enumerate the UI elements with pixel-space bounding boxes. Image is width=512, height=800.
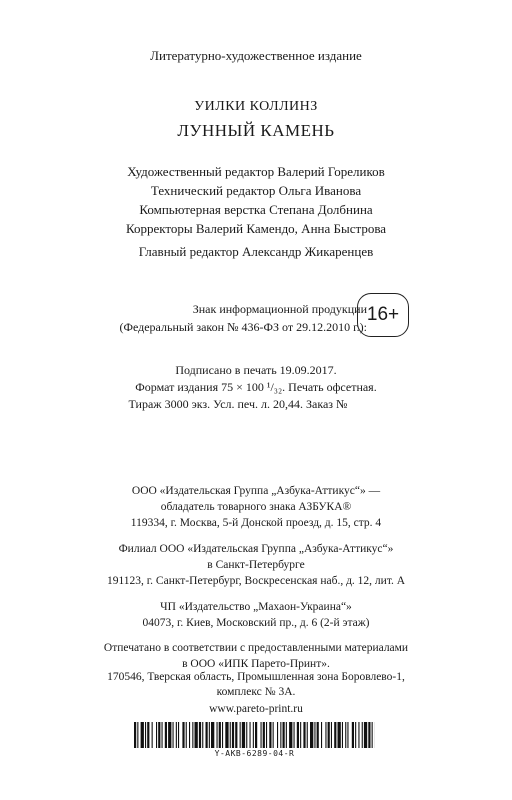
- barcode-bar: [253, 722, 254, 748]
- barcode-bar: [235, 722, 237, 748]
- barcode-bar: [232, 722, 234, 748]
- barcode-bar: [273, 722, 274, 748]
- barcode-bar: [158, 722, 160, 748]
- barcode-bar: [250, 722, 251, 748]
- age-sign-line2: (Федеральный закон № 436-ФЗ от 29.12.2010 г.):: [119, 320, 367, 334]
- author-name: УИЛКИ КОЛЛИНЗ: [194, 99, 318, 114]
- barcode-bar: [283, 722, 285, 748]
- barcode-bar: [321, 722, 322, 748]
- barcode-bar: [358, 722, 359, 748]
- barcode-bar: [280, 722, 281, 748]
- barcode-bar: [162, 722, 163, 748]
- edition-type: Литературно-художественное издание: [150, 48, 362, 63]
- barcode-bar: [300, 722, 301, 748]
- barcode-bar: [152, 722, 153, 748]
- barcode-bar: [286, 722, 287, 748]
- barcode-bar: [266, 722, 267, 748]
- barcode-bar: [199, 722, 201, 748]
- barcode-bar: [240, 722, 241, 748]
- barcode-bar: [325, 722, 326, 748]
- barcode-bar: [178, 722, 179, 748]
- barcode-bar: [269, 722, 271, 748]
- barcode-bar: [141, 722, 144, 748]
- age-rating-badge: 16+: [357, 293, 409, 337]
- barcode-bar: [173, 722, 174, 748]
- barcode-bar: [314, 722, 315, 748]
- publisher-spb-3: 191123, г. Санкт-Петербург, Воскресенская наб., д. 12, лит. А: [106, 575, 406, 587]
- credit-proofreaders: Корректоры Валерий Камендо, Анна Быстрова: [125, 221, 387, 236]
- publisher-spb-2: в Санкт-Петербурге: [207, 559, 305, 571]
- publisher-spb-1: Филиал ООО «Издательская Группа „Азбука-Аттикус“»: [118, 543, 394, 555]
- publisher-ukr-2: 04073, г. Киев, Московский пр., д. 6 (2-й этаж): [142, 617, 370, 629]
- barcode-bar: [307, 722, 308, 748]
- barcode-bar: [334, 722, 336, 748]
- barcode-bar: [263, 722, 265, 748]
- print-signed: Подписано в печать 19.09.2017.: [175, 363, 337, 377]
- barcode-bar: [242, 722, 245, 748]
- barcode-bar: [222, 722, 223, 748]
- barcode-bar: [209, 722, 210, 748]
- barcode-bar: [246, 722, 247, 748]
- barcode-bar: [147, 722, 149, 748]
- barcode-bar: [355, 722, 356, 748]
- credit-art-editor: Художественный редактор Валерий Гореликов: [127, 164, 385, 179]
- barcode-bar: [206, 722, 208, 748]
- barcode-bar: [156, 722, 157, 748]
- book-title: ЛУННЫЙ КАМЕНЬ: [177, 121, 335, 140]
- barcode-bar: [192, 722, 193, 748]
- age-sign-line1: Знак информационной продукции: [192, 302, 367, 316]
- printer-line1: Отпечатано в соответствии с предоставленными материалами: [103, 642, 409, 654]
- barcode-bar: [310, 722, 313, 748]
- barcode-number: Y-AKB-6289-04-R: [214, 749, 295, 758]
- barcode-bar: [331, 722, 332, 748]
- barcode-bar: [277, 722, 278, 748]
- chief-editor: Главный редактор Александр Жикаренцев: [138, 244, 374, 259]
- barcode-bar: [347, 722, 348, 748]
- barcode-image: [134, 722, 375, 748]
- barcode-bar: [372, 722, 373, 748]
- barcode-bar: [137, 722, 138, 748]
- barcode-bar: [230, 722, 231, 748]
- barcode-bar: [297, 722, 299, 748]
- barcode-bar: [345, 722, 346, 748]
- barcode-bar: [182, 722, 184, 748]
- barcode-bar: [165, 722, 167, 748]
- barcode-bar: [195, 722, 198, 748]
- credit-tech-editor: Технический редактор Ольга Иванова: [150, 183, 362, 198]
- printer-website: www.pareto-print.ru: [209, 703, 303, 715]
- age-sign-text: [119, 300, 367, 336]
- barcode-bar: [342, 722, 343, 748]
- barcode-bar: [219, 722, 221, 748]
- print-circulation: Тираж 3000 экз. Усл. печ. л. 20,44. Заказ №: [128, 397, 348, 411]
- barcode-bar: [211, 722, 214, 748]
- barcode-bar: [328, 722, 330, 748]
- publisher-ukr-1: ЧП «Издательство „Махаон-Украина“»: [160, 601, 352, 613]
- printer-line4: комплекс № 3А.: [216, 686, 296, 698]
- barcode-bar: [261, 722, 262, 748]
- barcode-bar: [176, 722, 177, 748]
- barcode-bar: [168, 722, 171, 748]
- barcode-bar: [294, 722, 295, 748]
- barcode-bar: [289, 722, 292, 748]
- printer-line2: в ООО «ИПК Парето-Принт».: [182, 658, 330, 670]
- barcode-bar: [225, 722, 228, 748]
- barcode-bar: [134, 722, 136, 748]
- barcode-bar: [303, 722, 305, 748]
- barcode-bar: [186, 722, 187, 748]
- publisher-main-2: обладатель товарного знака АЗБУКА®: [160, 501, 352, 513]
- barcode-bar: [364, 722, 367, 748]
- barcode-bar: [217, 722, 218, 748]
- barcode-bar: [352, 722, 354, 748]
- publisher-main-3: 119334, г. Москва, 5-й Донской проезд, д. 15, стр. 4: [130, 517, 382, 529]
- print-format: Формат издания 75 × 100 ¹/₃₂. Печать офсетная.: [135, 380, 377, 394]
- barcode-bar: [255, 722, 257, 748]
- barcode-bar: [189, 722, 190, 748]
- barcode-bar: [202, 722, 203, 748]
- barcode-bar: [145, 722, 146, 748]
- barcode-bar: [317, 722, 319, 748]
- barcode-bar: [368, 722, 370, 748]
- printer-line3: 170546, Тверская область, Промышленная зона Боровлево-1,: [107, 671, 405, 683]
- credit-layout: Компьютерная верстка Степана Долбнина: [139, 202, 373, 217]
- barcode-bar: [338, 722, 341, 748]
- publisher-main-1: ООО «Издательская Группа „Азбука-Аттикус“» —: [131, 485, 381, 497]
- barcode-bar: [362, 722, 363, 748]
